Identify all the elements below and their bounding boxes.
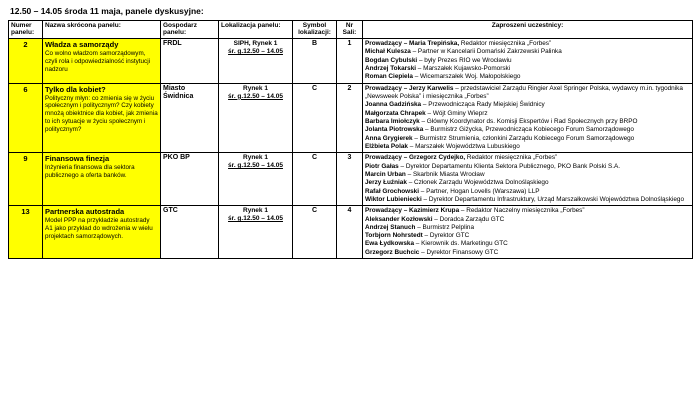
panel-name xyxy=(43,38,161,83)
panel-number: 6 xyxy=(9,83,43,153)
panel-location xyxy=(219,153,293,206)
panel-host: FRDL xyxy=(161,38,219,83)
panel-name-title: Władza a samorządy xyxy=(45,39,119,49)
guest-entry: Małgorzata Chrapek – Wójt Gminy Wieprz xyxy=(365,109,488,117)
guest-entry: Marcin Urban – Skarbnik Miasta Wrocław xyxy=(365,170,485,178)
guest-entry: Wiktor Lubieniecki – Dyrektor Departamentu Infrastruktury, Urząd Marszałkowski Województwa Dolnośląskiego xyxy=(365,195,684,203)
guest-entry: Jolanta Piotrowska – Burmistrz Giżycka, Przewodnicząca Kobiecego Forum Samorządowego xyxy=(365,126,634,134)
table-row xyxy=(9,83,693,153)
guest-entry: Elżbieta Polak – Marszałek Województwa Lubuskiego xyxy=(365,142,520,150)
guest-entry: Roman Ciepiela – Wicemarszałek Woj. Małopolskiego xyxy=(365,73,521,81)
location-time: śr. g.12.50 – 14.05 xyxy=(228,92,283,100)
panel-location xyxy=(219,83,293,153)
panel-guests xyxy=(363,38,693,83)
panel-name-title: Partnerska autostrada xyxy=(45,207,125,217)
column-header-symbol: Symbol lokalizacji: xyxy=(293,21,337,39)
hall-number: 2 xyxy=(337,83,363,153)
hall-number: 3 xyxy=(337,153,363,206)
column-header-hall: Nr Sali: xyxy=(337,21,363,39)
guest-entry: Torbjorn Nohrstedt – Dyrektor GTC xyxy=(365,232,470,240)
guest-entry: Michał Kulesza – Partner w Kancelarii Domański Zakrzewski Palinka xyxy=(365,48,562,56)
location-place: Rynek 1 xyxy=(243,154,268,162)
panel-location xyxy=(219,38,293,83)
panel-number: 13 xyxy=(9,206,43,259)
panel-name xyxy=(43,153,161,206)
panel-name-title: Finansowa finezja xyxy=(45,154,110,164)
location-time: śr. g.12.50 – 14.05 xyxy=(228,162,283,170)
panel-guests xyxy=(363,206,693,259)
panel-name-desc: Model PPP na przykładzie autostrady A1 jako przykład do wdrożenia w wielu projektach samorządowych. xyxy=(45,217,153,240)
hall-number: 1 xyxy=(337,38,363,83)
guest-entry: Bogdan Cybulski – były Prezes RIO we Wrocławiu xyxy=(365,56,512,64)
location-time: śr. g.12.50 – 14.05 xyxy=(228,215,283,223)
table-row xyxy=(9,206,693,259)
guest-entry: Aleksander Kozłowski – Doradca Zarządu GTC xyxy=(365,215,505,223)
column-header-num: Numer panelu: xyxy=(9,21,43,39)
guest-entry: Ewa Łydkowska – Kierownik ds. Marketingu GTC xyxy=(365,240,508,248)
panel-name-desc: Co wolno władzom samorządowym, czyli rola i odpowiedzialność instytucji nadzoru xyxy=(45,49,150,73)
guest-entry: Grzegorz Buchcic – Dyrektor Finansowy GTC xyxy=(365,248,499,256)
table-header-row xyxy=(9,21,693,39)
location-place: SIPH, Rynek 1 xyxy=(233,39,278,47)
panels-table xyxy=(8,20,693,259)
location-symbol: B xyxy=(293,38,337,83)
column-header-guests: Zaproszeni uczestnicy: xyxy=(363,21,693,39)
location-symbol: C xyxy=(293,83,337,153)
column-header-location: Lokalizacja panelu: xyxy=(219,21,293,39)
guest-entry: Rafał Grochowski – Partner, Hogan Lovells (Warszawa) LLP xyxy=(365,187,540,195)
panel-number: 2 xyxy=(9,38,43,83)
panel-name-title: Tylko dla kobiet? xyxy=(45,84,106,94)
guest-entry: Prowadzący – Grzegorz Cydejko, Redaktor miesięcznika „Forbes” xyxy=(365,154,558,162)
guest-entry: Andrzej Stanuch – Burmistrz Pelplina xyxy=(365,223,475,231)
panel-host: GTC xyxy=(161,206,219,259)
panel-location xyxy=(219,206,293,259)
guest-entry: Jerzy Łuźniak – Członek Zarządu Województwa Dolnośląskiego xyxy=(365,179,549,187)
panel-name-desc: Polityczny młyn: co zmienia się w życiu społecznym i politycznym? Czy kobiety mnożą obiektnice dla kobiet, jak zmienia to ich sytuacje w życiu społecznym i politycznym? xyxy=(45,94,158,134)
guest-entry: Barbara Imiołczyk – Główny Koordynator ds. Komisji Ekspertów i Rad Społecznych przy BRPO xyxy=(365,117,638,125)
panel-host: PKO BP xyxy=(161,153,219,206)
location-place: Rynek 1 xyxy=(243,207,268,215)
guest-entry: Prowadzący – Jerzy Karwelis – przedstawiciel Zarządu Ringier Axel Springer Polska, wydawcy m.in. tygodnika „Newsweek Polska” i miesięcznika „Forbes” xyxy=(365,84,683,100)
column-header-host: Gospodarz panelu: xyxy=(161,21,219,39)
panel-number: 9 xyxy=(9,153,43,206)
page-title: 12.50 – 14.05 środa 11 maja, panele dyskusyjne: xyxy=(10,6,204,16)
guest-entry: Andrzej Tokarski – Marszałek Kujawsko-Pomorski xyxy=(365,64,511,72)
table-body xyxy=(9,38,693,258)
guest-entry: Anna Grygierek – Burmistrz Strumienia, członkini Zarządu Kobiecego Forum Samorządowego xyxy=(365,134,635,142)
panel-name xyxy=(43,206,161,259)
location-symbol: C xyxy=(293,153,337,206)
hall-number: 4 xyxy=(337,206,363,259)
guest-entry: Prowadzący – Kazimierz Krupa – Redaktor Naczelny miesięcznika „Forbes” xyxy=(365,207,585,215)
location-symbol: C xyxy=(293,206,337,259)
panel-name-desc: Inżynieria finansowa dla sektora publicznego a oferta banków. xyxy=(45,164,135,180)
location-place: Rynek 1 xyxy=(243,84,268,92)
location-time: śr. g.12.50 – 14.05 xyxy=(228,48,283,56)
column-header-name: Nazwa skrócona panelu: xyxy=(43,21,161,39)
guest-entry: Prowadzący – Maria Trepińska, Redaktor miesięcznika „Forbes” xyxy=(365,39,552,47)
panel-guests xyxy=(363,153,693,206)
guest-entry: Piotr Gałas – Dyrektor Departamentu Klienta Sektora Publicznego, PKO Bank Polski S.A. xyxy=(365,162,621,170)
panel-guests xyxy=(363,83,693,153)
table-row xyxy=(9,153,693,206)
table-row xyxy=(9,38,693,83)
panel-host: Miasto Świdnica xyxy=(161,83,219,153)
guest-entry: Joanna Gadzińska – Przewodnicząca Rady Miejskiej Świdnicy xyxy=(365,101,545,109)
panel-name xyxy=(43,83,161,153)
